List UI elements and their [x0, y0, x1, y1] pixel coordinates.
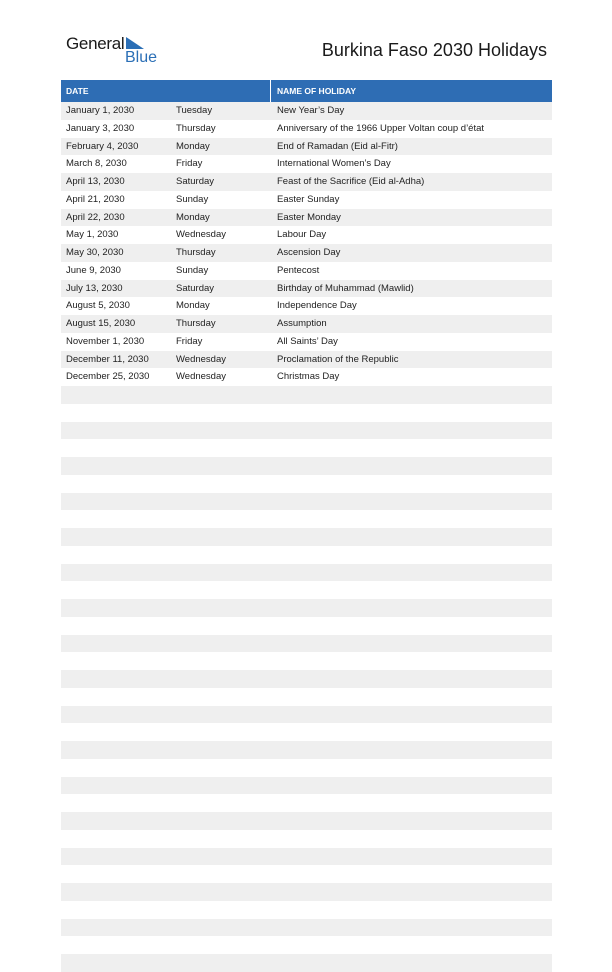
- row-weekday: Saturday: [176, 176, 215, 187]
- general-blue-logo: [66, 34, 156, 68]
- table-row: [61, 209, 552, 227]
- table-body: [61, 102, 552, 972]
- row-holiday-name: Birthday of Muhammad (Mawlid): [277, 282, 414, 294]
- row-weekday: Wednesday: [176, 371, 226, 383]
- table-row: [61, 422, 552, 440]
- table-row: [61, 635, 552, 653]
- row-holiday-name: New Year’s Day: [277, 105, 345, 116]
- table-row: [61, 404, 552, 422]
- table-row: [61, 297, 552, 315]
- table-row: [61, 830, 552, 848]
- table-row: [61, 138, 552, 156]
- table-row: [61, 528, 552, 546]
- row-holiday-name: Pentecost: [277, 264, 320, 276]
- row-weekday: Sunday: [176, 193, 209, 205]
- table-row: [61, 688, 552, 706]
- logo-general-text: General: [66, 34, 125, 53]
- table-row: [61, 351, 552, 369]
- table-row: [61, 439, 552, 457]
- table-header: [61, 80, 552, 102]
- table-row: [61, 865, 552, 883]
- row-weekday: Wednesday: [176, 229, 226, 241]
- table-row: [61, 812, 552, 830]
- table-row: [61, 848, 552, 866]
- row-date: November 1, 2030: [66, 335, 145, 347]
- row-holiday-name: Christmas Day: [277, 371, 340, 383]
- holiday-table: [61, 80, 552, 972]
- row-weekday: Wednesday: [176, 353, 226, 365]
- table-row: [61, 102, 552, 120]
- row-holiday-name: Easter Monday: [277, 211, 341, 223]
- table-row: [61, 741, 552, 759]
- logo-blue-text: Blue: [125, 49, 158, 66]
- table-row: [61, 706, 552, 724]
- row-date: July 13, 2030: [66, 282, 123, 294]
- row-date: August 5, 2030: [66, 300, 130, 312]
- row-holiday-name: Labour Day: [277, 229, 327, 241]
- table-row: [61, 723, 552, 741]
- header-holiday-name: NAME OF HOLIDAY: [277, 86, 357, 96]
- row-date: May 1, 2030: [66, 229, 119, 241]
- row-holiday-name: End of Ramadan (Eid al-Fitr): [277, 140, 398, 152]
- table-row: [61, 919, 552, 937]
- table-row: [61, 457, 552, 475]
- table-row: [61, 901, 552, 919]
- row-weekday: Saturday: [176, 282, 215, 294]
- row-date: May 30, 2030: [66, 247, 124, 258]
- row-holiday-name: Assumption: [277, 318, 327, 329]
- table-row: [61, 564, 552, 582]
- table-row: [61, 936, 552, 954]
- row-holiday-name: Proclamation of the Republic: [277, 353, 399, 365]
- table-row: [61, 617, 552, 635]
- table-row: [61, 510, 552, 528]
- row-date: March 8, 2030: [66, 158, 127, 170]
- row-weekday: Tuesday: [176, 105, 213, 116]
- row-weekday: Friday: [176, 158, 203, 170]
- table-row: [61, 226, 552, 244]
- row-weekday: Monday: [176, 300, 210, 312]
- row-weekday: Thursday: [176, 318, 216, 329]
- table-row: [61, 759, 552, 777]
- table-row: [61, 368, 552, 386]
- table-row: [61, 581, 552, 599]
- table-row: [61, 670, 552, 688]
- table-row: [61, 652, 552, 670]
- table-row: [61, 155, 552, 173]
- row-date: June 9, 2030: [66, 264, 121, 276]
- row-holiday-name: Feast of the Sacrifice (Eid al-Adha): [277, 176, 425, 187]
- table-row: [61, 954, 552, 972]
- row-date: January 3, 2030: [66, 122, 135, 134]
- row-holiday-name: International Women’s Day: [277, 158, 391, 170]
- table-row: [61, 546, 552, 564]
- table-row: [61, 493, 552, 511]
- table-row: [61, 333, 552, 351]
- table-row: [61, 794, 552, 812]
- table-row: [61, 883, 552, 901]
- table-row: [61, 599, 552, 617]
- row-holiday-name: Ascension Day: [277, 247, 341, 258]
- row-date: April 13, 2030: [66, 176, 125, 187]
- header-date: DATE: [66, 86, 89, 96]
- table-row: [61, 120, 552, 138]
- table-row: [61, 386, 552, 404]
- row-weekday: Monday: [176, 211, 210, 223]
- header-divider: [270, 80, 271, 102]
- table-row: [61, 173, 552, 191]
- page-title: Burkina Faso 2030 Holidays: [321, 40, 547, 60]
- table-row: [61, 280, 552, 298]
- row-date: December 11, 2030: [66, 353, 149, 365]
- row-weekday: Thursday: [176, 122, 216, 134]
- row-holiday-name: Independence Day: [277, 300, 357, 312]
- table-row: [61, 244, 552, 262]
- row-date: February 4, 2030: [66, 140, 139, 152]
- row-weekday: Thursday: [176, 247, 216, 258]
- row-weekday: Friday: [176, 335, 203, 347]
- table-row: [61, 191, 552, 209]
- row-weekday: Monday: [176, 140, 210, 152]
- row-holiday-name: Anniversary of the 1966 Upper Voltan coup d’état: [277, 122, 485, 134]
- row-holiday-name: All Saints’ Day: [277, 335, 338, 347]
- row-date: December 25, 2030: [66, 371, 150, 383]
- row-date: January 1, 2030: [66, 105, 135, 116]
- table-row: [61, 475, 552, 493]
- table-row: [61, 315, 552, 333]
- table-row: [61, 262, 552, 280]
- row-weekday: Sunday: [176, 264, 209, 276]
- row-date: April 22, 2030: [66, 211, 125, 223]
- row-date: August 15, 2030: [66, 318, 136, 329]
- row-date: April 21, 2030: [66, 193, 125, 205]
- row-holiday-name: Easter Sunday: [277, 193, 340, 205]
